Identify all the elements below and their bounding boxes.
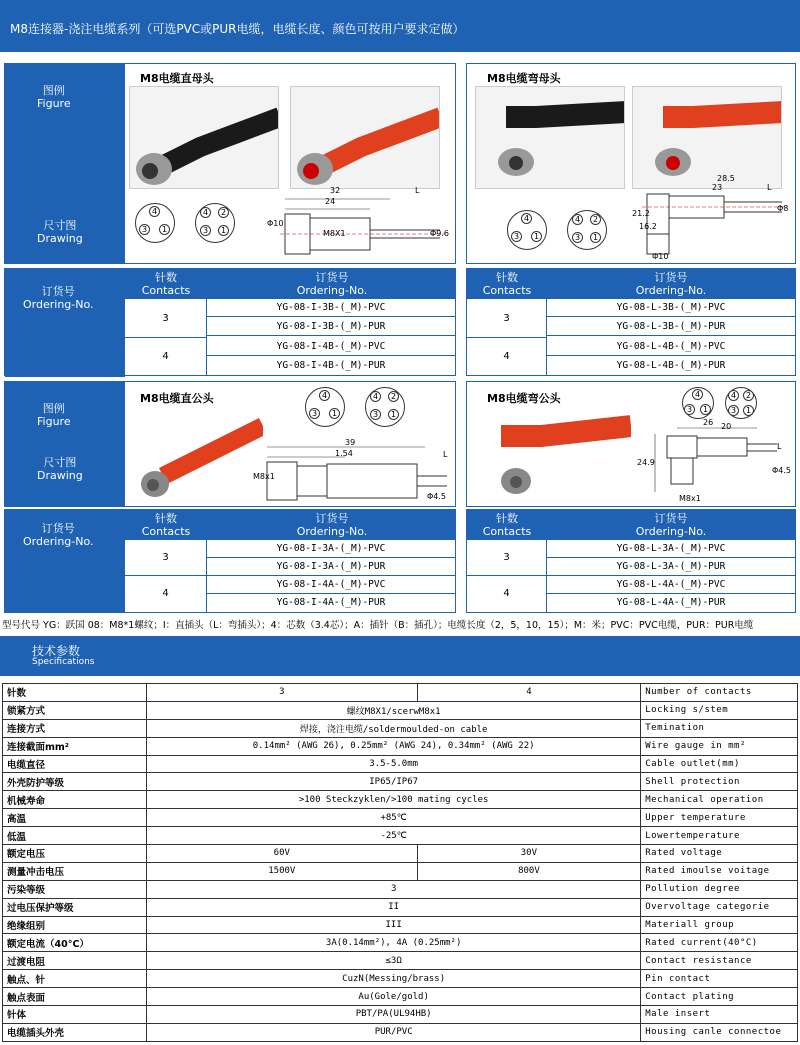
ordering-no-cn: 订货号 — [315, 512, 349, 525]
pin: 3 — [684, 404, 695, 415]
dim-label: 21.2 — [632, 209, 650, 218]
spec-name-cn: 外壳防护等级 — [3, 773, 147, 791]
spec-name-en: Materiall group — [641, 916, 798, 934]
spec-value: >100 Steckzyklen/>100 mating cycles — [147, 791, 641, 809]
spec-name-en: Wire gauge in mm² — [641, 737, 798, 755]
pin: 4 — [572, 214, 583, 225]
spec-row — [3, 791, 798, 809]
spec-name-cn: 电缆插头外壳 — [3, 1023, 147, 1041]
ordering-no-en: Ordering-No. — [635, 525, 707, 538]
contacts-value: 4 — [467, 338, 547, 376]
drawing-label-cn: 尺寸图 — [43, 219, 77, 232]
spec-value: 螺纹M8X1/scerwM8x1 — [147, 701, 641, 719]
product-photo-red — [481, 406, 631, 504]
pin: 3 — [200, 225, 211, 236]
spec-name-en: Contact resistance — [641, 952, 798, 970]
panel-title: M8电缆弯母头 — [487, 72, 561, 85]
spec-name-cn: 过渡电阻 — [3, 952, 147, 970]
spec-value: 焊接，浇注电缆/soldermoulded-on cable — [147, 719, 641, 737]
dim-label: 24 — [325, 197, 336, 206]
panel-straight-female — [4, 63, 456, 264]
pin: 1 — [531, 231, 542, 242]
spec-value: 1500V — [147, 862, 418, 880]
ordering-no-en: Ordering-No. — [296, 284, 368, 297]
ordering-number: YG-08-I-4A-(_M)-PUR — [276, 597, 386, 608]
spec-name-cn: 针体 — [3, 1006, 147, 1024]
dim-label: L — [443, 450, 448, 459]
spec-name-cn: 高温 — [3, 809, 147, 827]
figure-label-cn: 图例 — [42, 84, 65, 97]
dim-label: 1.54 — [335, 449, 353, 458]
spec-value: IP65/IP67 — [147, 773, 641, 791]
contacts-cn: 针数 — [496, 271, 518, 284]
spec-name-en: Shell protection — [641, 773, 798, 791]
pin: 1 — [388, 409, 399, 420]
pin: 1 — [700, 404, 711, 415]
spec-value: 0.14mm² (AWG 26), 0.25mm² (AWG 24), 0.34mm² (AWG 22) — [147, 737, 641, 755]
spec-name-en: Temination — [641, 719, 798, 737]
spec-value: 4 — [417, 684, 641, 702]
spec-name-en: Mechanical operation — [641, 791, 798, 809]
drawing-label-cn: 尺寸图 — [43, 456, 77, 469]
dim-label: Φ4.5 — [427, 492, 447, 501]
spec-row — [3, 755, 798, 773]
dim-label: M8X1 — [323, 229, 346, 238]
pin: 4 — [521, 213, 532, 224]
spec-name-cn: 针数 — [3, 684, 147, 702]
spec-name-en: Upper temperature — [641, 809, 798, 827]
spec-name-cn: 额定电压 — [3, 845, 147, 863]
spec-value: PUR/PVC — [147, 1023, 641, 1041]
pin: 2 — [388, 391, 399, 402]
ordering-no-cn: 订货号 — [315, 271, 349, 284]
ordering-label-en: Ordering-No. — [23, 535, 94, 548]
spec-value: PBT/PA(UL94HB) — [147, 1006, 641, 1024]
ordering-number: YG-08-I-4B-(_M)-PVC — [207, 338, 455, 356]
dim-label: Φ4.5 — [772, 466, 792, 475]
drawing-label-en: Drawing — [37, 469, 83, 482]
ordering-number: YG-08-I-4B-(_M)-PUR — [276, 360, 386, 371]
ordering-no-en: Ordering-No. — [635, 284, 707, 297]
spec-name-en: Rated current(40°C) — [641, 934, 798, 952]
contacts-value: 3 — [467, 540, 547, 576]
pin: 3 — [572, 232, 583, 243]
contacts-cn: 针数 — [155, 512, 177, 525]
contacts-value: 3 — [125, 299, 207, 338]
spec-row — [3, 970, 798, 988]
spec-row — [3, 719, 798, 737]
pin: 1 — [159, 224, 170, 235]
spec-value: -25℃ — [147, 827, 641, 845]
dim-label: L — [777, 442, 782, 451]
spec-row — [3, 773, 798, 791]
spec-name-cn: 锁紧方式 — [3, 701, 147, 719]
spec-name-cn: 绝缘组别 — [3, 916, 147, 934]
ordering-side — [5, 510, 125, 612]
ordering-number: YG-08-I-3B-(_M)-PVC — [207, 299, 455, 317]
spec-row — [3, 916, 798, 934]
spec-row — [3, 898, 798, 916]
spec-name-cn: 低温 — [3, 827, 147, 845]
spec-name-en: Pollution degree — [641, 880, 798, 898]
spec-name-cn: 连接方式 — [3, 719, 147, 737]
figure-label-en: Figure — [37, 97, 71, 110]
dim-label: 39 — [345, 438, 356, 447]
pin: 1 — [743, 405, 754, 416]
figure-label-cn: 图例 — [42, 402, 65, 415]
ordering-number: YG-08-L-3B-(_M)-PUR — [547, 318, 795, 336]
pin: 2 — [218, 207, 229, 218]
product-photo-red — [133, 406, 263, 504]
spec-value: III — [147, 916, 641, 934]
spec-row — [3, 845, 798, 863]
spec-name-cn: 连接截面mm² — [3, 737, 147, 755]
pin: 4 — [728, 390, 739, 401]
pin: 1 — [329, 408, 340, 419]
contacts-en: Contacts — [482, 525, 532, 538]
panel-side — [5, 64, 125, 263]
contacts-value: 4 — [125, 576, 207, 612]
ordering-label-en: Ordering-No. — [23, 298, 94, 311]
spec-row — [3, 952, 798, 970]
ordering-no-cn: 订货号 — [654, 271, 688, 284]
ordering-no-cn: 订货号 — [654, 512, 688, 525]
dimension-drawing — [647, 424, 792, 504]
spec-row — [3, 701, 798, 719]
spec-name-cn: 电缆直径 — [3, 755, 147, 773]
spec-name-en: Overvoltage categorie — [641, 898, 798, 916]
panel-straight-male — [4, 381, 456, 507]
panel-angled-male — [466, 381, 796, 507]
dim-label: 32 — [330, 186, 341, 195]
spec-row — [3, 880, 798, 898]
contacts-value: 3 — [125, 540, 207, 576]
spec-value: 800V — [417, 862, 641, 880]
spec-name-en: Lowertemperature — [641, 827, 798, 845]
contacts-value: 4 — [125, 338, 207, 376]
pin: 1 — [218, 225, 229, 236]
page-header — [0, 0, 800, 52]
pin-layout-3 — [305, 387, 345, 427]
pin-layout-3 — [682, 387, 714, 419]
dim-label: 16.2 — [639, 222, 657, 231]
spec-name-en: Pin contact — [641, 970, 798, 988]
pin: 3 — [728, 405, 739, 416]
spec-header-cn: 技术参数 — [32, 644, 81, 658]
pin: 3 — [309, 408, 320, 419]
pin: 4 — [149, 206, 160, 217]
spec-row — [3, 1006, 798, 1024]
pin: 1 — [590, 232, 601, 243]
ordering-number: YG-08-L-3A-(_M)-PUR — [547, 558, 795, 576]
ordering-number: YG-08-L-3B-(_M)-PVC — [547, 299, 795, 317]
pin-layout-4 — [365, 387, 405, 427]
ordering-number: YG-08-I-3A-(_M)-PUR — [207, 558, 455, 576]
contacts-cn: 针数 — [496, 512, 518, 525]
pin: 4 — [692, 389, 703, 400]
spec-value: 3 — [147, 684, 418, 702]
spec-name-cn: 触点表面 — [3, 988, 147, 1006]
pin-layout-4 — [195, 203, 235, 243]
spec-table — [2, 683, 798, 1042]
ordering-label-cn: 订货号 — [41, 285, 75, 298]
ordering-number: YG-08-I-3A-(_M)-PVC — [207, 540, 455, 558]
pin: 3 — [370, 409, 381, 420]
spec-row — [3, 809, 798, 827]
spec-value: CuzN(Messing/brass) — [147, 970, 641, 988]
spec-value: 3 — [147, 880, 641, 898]
spec-name-cn: 污染等级 — [3, 880, 147, 898]
spec-row — [3, 684, 798, 702]
spec-name-en: Number of contacts — [641, 684, 798, 702]
ordering-side — [5, 269, 125, 377]
spec-name-en: Rated imoulse voitage — [641, 862, 798, 880]
page-title: M8连接器-浇注电缆系列（可选PVC或PUR电缆，电缆长度、颜色可按用户要求定做） — [10, 22, 465, 36]
spec-value: ≤3Ω — [147, 952, 641, 970]
spec-name-cn: 测量冲击电压 — [3, 862, 147, 880]
spec-row — [3, 1023, 798, 1041]
dim-label: L — [415, 186, 420, 195]
ordering-number: YG-08-L-4B-(_M)-PUR — [616, 360, 726, 371]
panel-title: M8电缆弯公头 — [487, 392, 561, 405]
spec-name-en: Cable outlet(mm) — [641, 755, 798, 773]
pin: 4 — [319, 390, 330, 401]
ordering-table-angled-male — [466, 509, 796, 613]
spec-value: 3.5-5.0mm — [147, 755, 641, 773]
spec-header — [0, 636, 800, 676]
spec-name-en: Rated voltage — [641, 845, 798, 863]
pin: 3 — [511, 231, 522, 242]
ordering-head — [125, 269, 455, 299]
ordering-table-angled-female — [466, 268, 796, 376]
ordering-head — [467, 510, 795, 540]
ordering-no-en: Ordering-No. — [296, 525, 368, 538]
spec-value: 60V — [147, 845, 418, 863]
ordering-head — [467, 269, 795, 299]
dim-label: 28.5 — [717, 174, 735, 183]
panel-side — [5, 382, 125, 506]
dim-label: Φ9.6 — [430, 229, 450, 238]
dim-label: Φ10 — [652, 252, 669, 261]
spec-row — [3, 827, 798, 845]
spec-value: II — [147, 898, 641, 916]
pin: 2 — [743, 390, 754, 401]
dim-label: 26 — [703, 418, 714, 427]
ordering-number: YG-08-I-4A-(_M)-PVC — [207, 576, 455, 594]
pin-layout-4 — [567, 210, 607, 250]
product-photo-red — [290, 86, 440, 189]
spec-name-en: Locking s/stem — [641, 701, 798, 719]
contacts-en: Contacts — [482, 284, 532, 297]
spec-name-en: Male insert — [641, 1006, 798, 1024]
spec-value: +85℃ — [147, 809, 641, 827]
dim-label: L — [767, 183, 772, 192]
spec-name-en: Housing canle connectoe — [641, 1023, 798, 1041]
panel-title: M8电缆直公头 — [140, 392, 214, 405]
contacts-cn: 针数 — [155, 271, 177, 284]
panel-angled-female — [466, 63, 796, 264]
drawing-label-en: Drawing — [37, 232, 83, 245]
pin: 3 — [139, 224, 150, 235]
spec-name-cn: 触点、针 — [3, 970, 147, 988]
dim-label: M8x1 — [679, 494, 701, 503]
dim-label: Φ10 — [267, 219, 284, 228]
dim-label: Φ8 — [777, 204, 789, 213]
ordering-head — [125, 510, 455, 540]
ordering-number: YG-08-L-4A-(_M)-PUR — [616, 597, 726, 608]
spec-name-cn: 额定电流（40°C） — [3, 934, 147, 952]
spec-header-en: Specifications — [32, 657, 95, 667]
contacts-en: Contacts — [141, 525, 191, 538]
figure-label-en: Figure — [37, 415, 71, 428]
dim-label: 23 — [712, 183, 723, 192]
ordering-number: YG-08-L-4A-(_M)-PVC — [547, 576, 795, 594]
dim-label: 24.9 — [637, 458, 655, 467]
spec-value: 3A(0.14mm²), 4A (0.25mm²) — [147, 934, 641, 952]
pin-layout-3 — [507, 210, 547, 250]
spec-value: 30V — [417, 845, 641, 863]
pin-layout-4 — [725, 387, 757, 419]
spec-name-cn: 过电压保护等级 — [3, 898, 147, 916]
model-code-legend: 型号代号 YG：跃国 08：M8*1螺纹；I：直插头（L：弯插头）；4：芯数（3.4芯）；A：插针（B：插孔）；电缆长度（2，5，10，15）；M：米；PVC：PVC电缆，PUR：PUR电缆 — [2, 620, 754, 631]
ordering-number: YG-08-L-3A-(_M)-PVC — [547, 540, 795, 558]
spec-name-en: Contact plating — [641, 988, 798, 1006]
product-photo-black — [129, 86, 279, 189]
contacts-value: 4 — [467, 576, 547, 612]
ordering-label-cn: 订货号 — [41, 522, 75, 535]
pin: 4 — [370, 391, 381, 402]
ordering-table-straight-male — [4, 509, 456, 613]
dim-label: 20 — [721, 422, 732, 431]
ordering-number: YG-08-L-4B-(_M)-PVC — [547, 338, 795, 356]
spec-row — [3, 737, 798, 755]
product-photo-black — [475, 86, 625, 189]
spec-row — [3, 934, 798, 952]
spec-value: Au(Gole/gold) — [147, 988, 641, 1006]
spec-name-cn: 机械寿命 — [3, 791, 147, 809]
spec-row — [3, 862, 798, 880]
contacts-value: 3 — [467, 299, 547, 338]
contacts-en: Contacts — [141, 284, 191, 297]
spec-row — [3, 988, 798, 1006]
panel-title: M8电缆直母头 — [140, 72, 214, 85]
dim-label: M8x1 — [253, 472, 275, 481]
pin-layout-3 — [135, 203, 175, 243]
pin: 2 — [590, 214, 601, 225]
ordering-table-straight-female — [4, 268, 456, 376]
pin: 4 — [200, 207, 211, 218]
ordering-number: YG-08-I-3B-(_M)-PUR — [207, 318, 455, 336]
